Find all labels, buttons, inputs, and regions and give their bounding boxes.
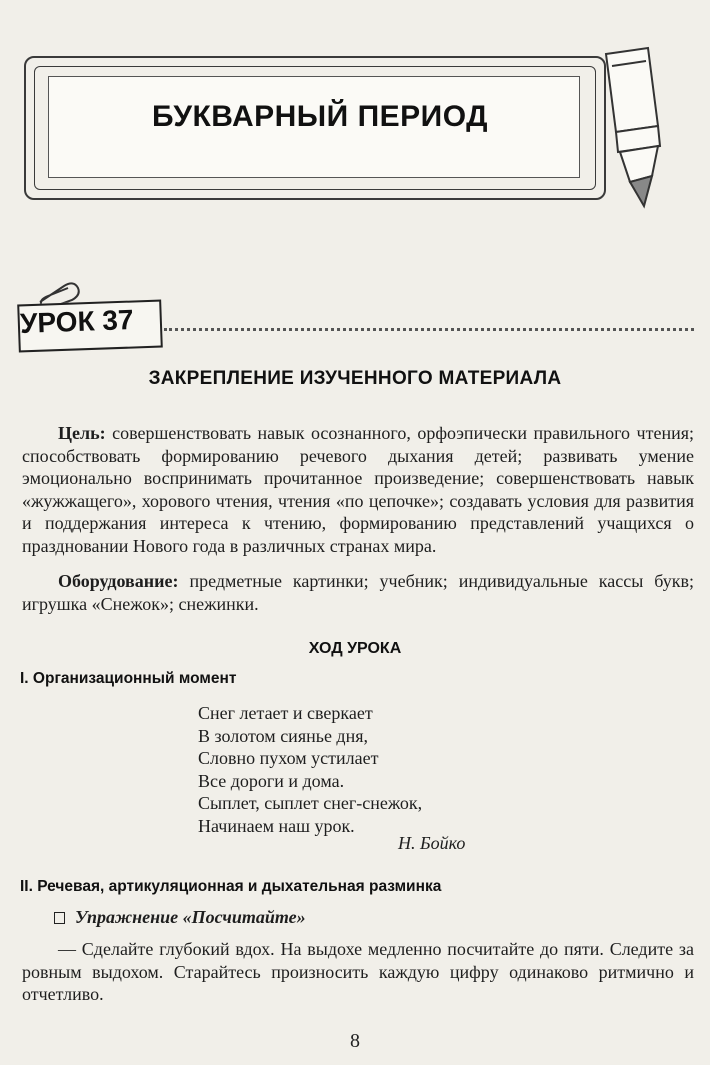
checkbox-bullet-icon	[54, 912, 65, 924]
equipment-text: предметные картинки; учебник; индивидуальные кассы букв; игрушка «Снежок»; снежинки.	[22, 571, 694, 614]
lesson-title: ЗАКРЕПЛЕНИЕ ИЗУЧЕННОГО МАТЕРИАЛА	[148, 368, 562, 389]
lesson-number: УРОК 37	[19, 304, 135, 339]
section-heading: I. Организационный момент	[20, 670, 237, 687]
poem	[198, 702, 422, 838]
exercise-title-text: Упражнение «Посчитайте»	[75, 907, 306, 927]
highlighter-marker-icon	[586, 46, 686, 216]
lesson-plan-title: ХОД УРОКА	[308, 640, 402, 657]
poem-line: Начинаем наш урок.	[198, 815, 355, 836]
goal-text: совершенствовать навык осознанного, орфоэпически правильного чтения; способствовать формированию речевого дыхания детей; развивать умение эмоционально воспринимать прочитанное произведение; совершенствовать навык «жужжащего», хорового чтения, чтения «по цепочке»; создавать условия для развития и поддержания интереса к чтению, формированию представлений учащихся о праздновании Нового года в различных странах мира.	[22, 423, 694, 556]
equipment-label: Оборудование:	[58, 571, 179, 591]
poem-line: Словно пухом устилает	[198, 748, 379, 769]
lesson-equipment	[22, 570, 694, 615]
exercise-title	[54, 907, 306, 928]
section-title: БУКВАРНЫЙ ПЕРИОД	[152, 100, 489, 133]
poem-line: Сыплет, сыплет снег-снежок,	[198, 793, 423, 814]
goal-label: Цель:	[58, 423, 106, 443]
lesson-goal	[22, 422, 694, 557]
poem-line: В золотом сиянье дня,	[198, 725, 368, 746]
poem-author: Н. Бойко	[398, 833, 466, 853]
poem-line: Снег летает и сверкает	[198, 703, 373, 723]
page-number: 8	[350, 1030, 360, 1052]
dotted-divider	[164, 328, 694, 331]
section-heading: II. Речевая, артикуляционная и дыхательная разминка	[20, 878, 442, 895]
exercise-instruction: — Сделайте глубокий вдох. На выдохе медленно посчитайте до пяти. Следите за ровным выдохом. Старайтесь произносить каждую цифру одинаково ритмично и отчетливо.	[22, 939, 694, 1004]
poem-line: Все дороги и дома.	[198, 770, 345, 791]
